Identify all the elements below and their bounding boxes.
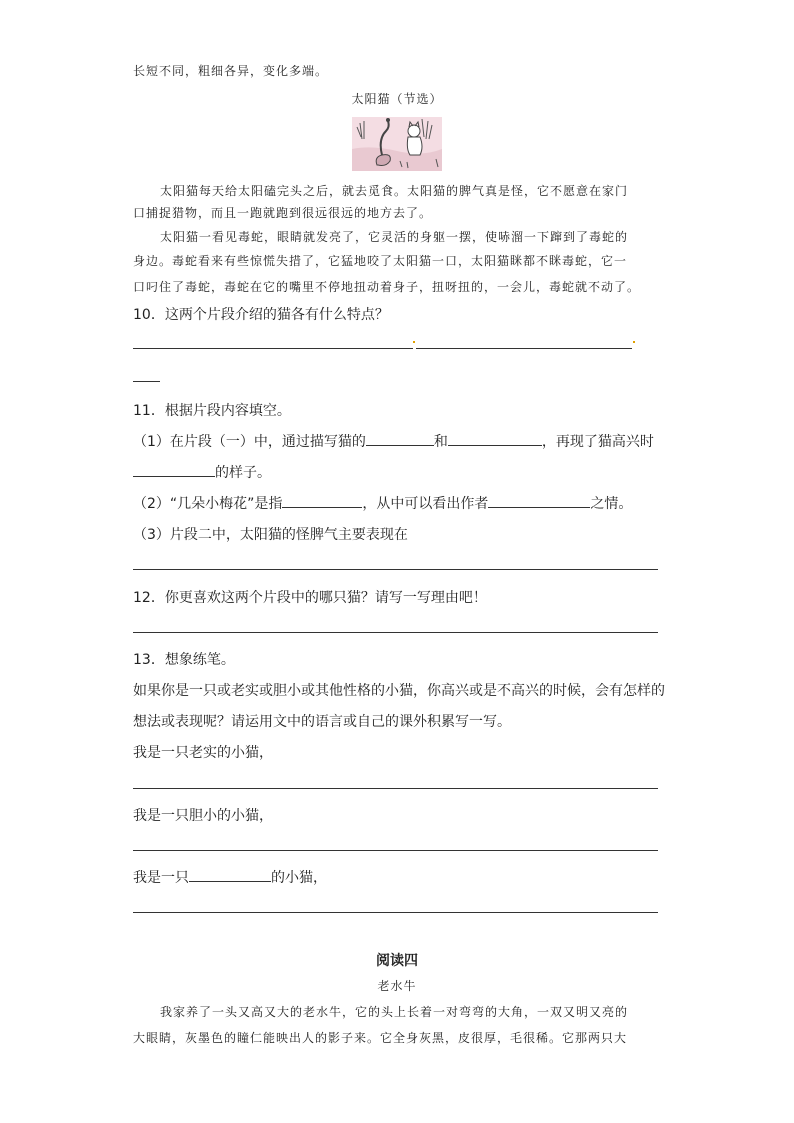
question-13-prompt-line1: 如果你是一只或老实或胆小或其他性格的小猫，你高兴或是不高兴的时候，会有怎样的: [133, 683, 665, 699]
passage-top-line: 长短不同，粗细各异，变化多端。: [133, 64, 329, 78]
excerpt-title: 太阳猫（节选）: [351, 92, 443, 106]
blank-q11-1-c[interactable]: [133, 462, 215, 477]
question-11-1-row2: [133, 462, 271, 482]
question-13: 13．想象练笔。: [133, 652, 235, 668]
answer-line-q13b[interactable]: [133, 850, 658, 851]
blank-q11-1-a[interactable]: [366, 431, 434, 446]
q11-1-text-a: （1）在片段（一）中，通过描写猫的: [133, 434, 366, 450]
q11-1-text-d: 的样子。: [215, 465, 271, 481]
q13-option-timid: 我是一只胆小的小猫，: [133, 808, 273, 824]
q11-2-text-b: ，从中可以看出作者: [362, 496, 489, 512]
q13-c-text-a: 我是一只: [133, 870, 189, 886]
q11-2-text-c: 之情。: [590, 496, 633, 512]
blank-q13-c[interactable]: [189, 867, 271, 882]
section-title: 阅读四: [376, 953, 418, 969]
blank-q11-2-b[interactable]: [488, 493, 590, 508]
question-11: 11．根据片段内容填空。: [133, 403, 291, 419]
para2-line1: 太阳猫一看见毒蛇，眼睛就发亮了，它灵活的身躯一摆，使哧溜一下蹿到了毒蛇的: [160, 230, 629, 244]
q11-1-text-b: 和: [433, 434, 448, 450]
q13-option-custom: [133, 867, 327, 887]
answer-line-q10a[interactable]: [133, 348, 413, 349]
q11-2-text-a: （2）“几朵小梅花”是指: [133, 496, 283, 512]
para2-line3: 口叼住了毒蛇，毒蛇在它的嘴里不停地扭动着身子，扭呀扭的，一会儿，毒蛇就不动了。: [133, 280, 641, 294]
cat-and-snake-illustration: [352, 109, 442, 171]
para1-line2: 口捕捉猎物，而且一跑就跑到很远很远的地方去了。: [133, 206, 433, 220]
answer-line-q13a[interactable]: [133, 788, 658, 789]
dot-marker: [413, 341, 415, 343]
blank-q11-1-b[interactable]: [448, 431, 542, 446]
answer-line-q10c[interactable]: [133, 381, 160, 382]
story-line1: 我家养了一头又高又大的老水牛，它的头上长着一对弯弯的大角，一双又明又亮的: [160, 1005, 629, 1019]
question-10: 10．这两个片段介绍的猫各有什么特点？: [133, 307, 389, 323]
para2-line2: 身边。毒蛇看来有些惊慌失措了，它猛地咬了太阳猫一口，太阳猫眯都不眯毒蛇，它一: [133, 254, 628, 268]
q13-c-text-b: 的小猫，: [271, 870, 327, 886]
question-13-prompt-line2: 想法或表现呢？请运用文中的语言或自己的课外积累写一写。: [133, 714, 511, 730]
answer-line-q13c[interactable]: [133, 912, 658, 913]
question-12: 12．你更喜欢这两个片段中的哪只猫？请写一写理由吧！: [133, 590, 487, 606]
question-11-2: [133, 493, 632, 513]
illustration-icon: [352, 109, 442, 171]
story-title: 老水牛: [377, 979, 417, 993]
answer-line-q12[interactable]: [133, 632, 658, 633]
answer-line-q10b[interactable]: [416, 348, 632, 349]
q13-option-honest: 我是一只老实的小猫，: [133, 745, 273, 761]
question-11-3: （3）片段二中，太阳猫的怪脾气主要表现在: [133, 527, 408, 543]
dot-marker: [633, 341, 635, 343]
q11-1-text-c: ，再现了猫高兴时: [541, 434, 654, 450]
question-11-1-row1: [133, 431, 654, 451]
para1-line1: 太阳猫每天给太阳磕完头之后，就去觅食。太阳猫的脾气真是怪，它不愿意在家门: [160, 184, 629, 198]
answer-line-q11-3[interactable]: [133, 569, 658, 570]
blank-q11-2-a[interactable]: [282, 493, 362, 508]
story-line2: 大眼睛，灰墨色的瞳仁能映出人的影子来。它全身灰黑，皮很厚，毛很稀。它那两只大: [133, 1031, 628, 1045]
